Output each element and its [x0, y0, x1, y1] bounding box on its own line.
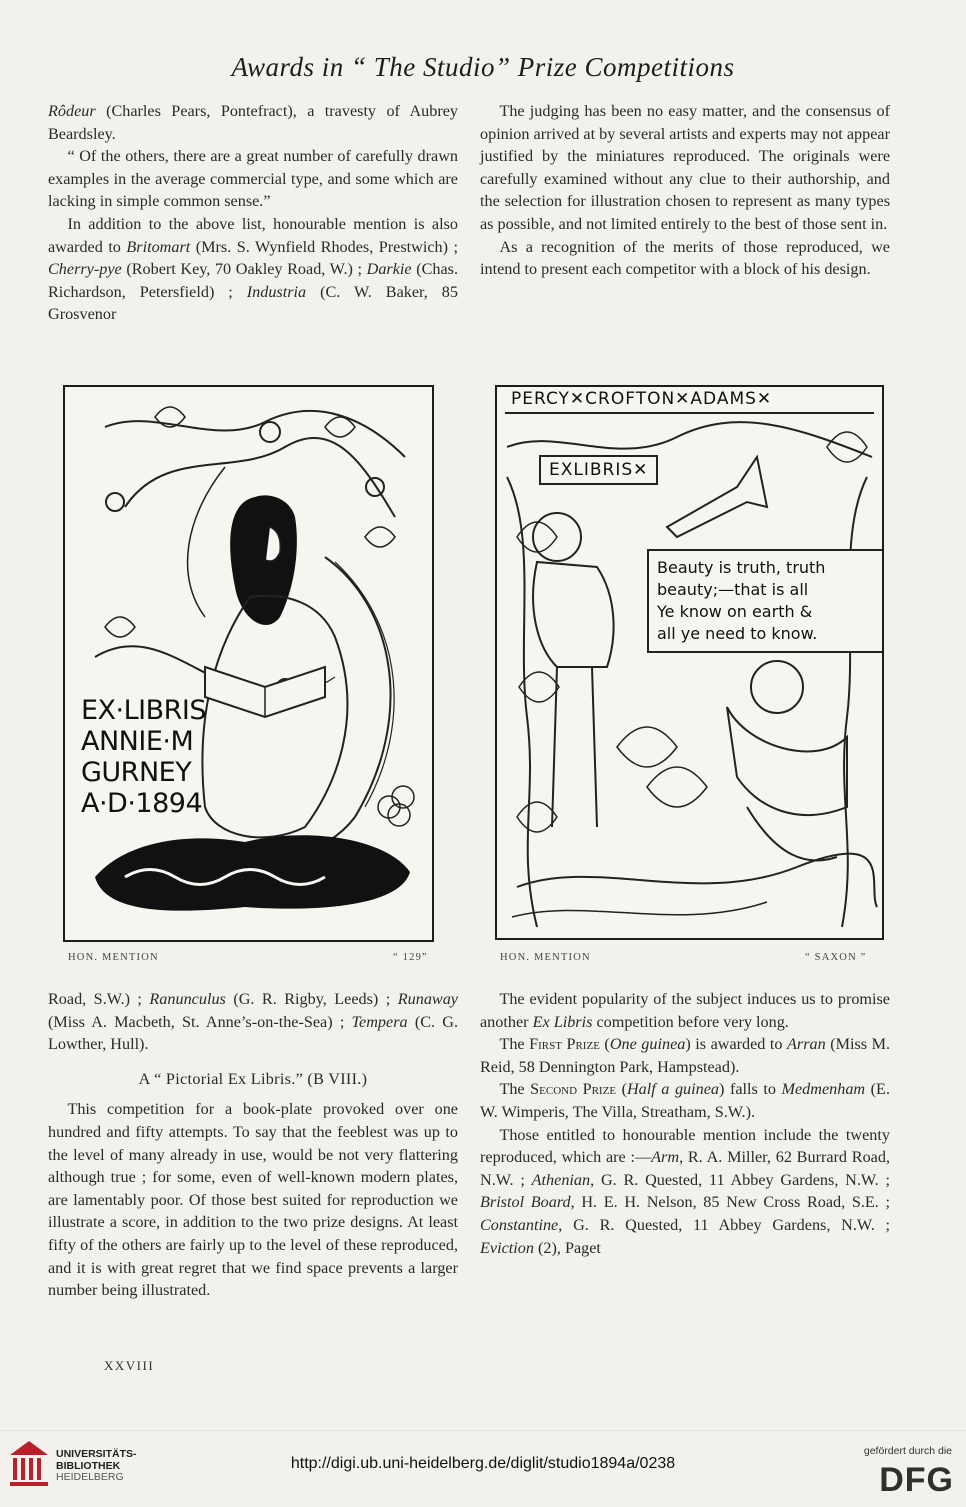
page-folio: XXVIII — [104, 1358, 155, 1373]
source-url-link[interactable]: http://digi.ub.uni-heidelberg.de/diglit/studio1894a/0238 — [290, 1455, 676, 1472]
paragraph: The evident popularity of the subject induces us to promise another Ex Libris competition before very long. — [480, 990, 890, 1031]
column-top-right — [480, 100, 890, 281]
column-bottom-left — [48, 988, 458, 1302]
bookplate-inscription: EX·LIBRIS ANNIE·M GURNEY A·D·1894 — [81, 695, 207, 819]
paragraph: Those entitled to honourable mention include the twenty reproduced, which are :—Arm, R. A. Miller, 62 Burrard Road, N.W. ; Athenian, G. R. Quested, 11 Abbey Gardens, N.W. ; Bristol Board, H. E. H. Nelson, 85 New Cross Road, S.E. ; Constantine, G. R. Quested, 11 Abbey Gardens, N.W. ; Eviction (2), Paget — [480, 1125, 891, 1257]
paragraph: “ Of the others, there are a great number of carefully drawn examples in the average commercial type, and some which are lacking in simple common sense.” — [48, 147, 458, 211]
bookplate-owner-banner: PERCY✕CROFTON✕ADAMS✕ — [511, 389, 773, 409]
footer-bar — [0, 1430, 966, 1507]
ex-libris-banner: EXLIBRIS✕ — [539, 455, 658, 485]
bookplate-annie-gurney — [63, 385, 434, 942]
column-bottom-right — [480, 988, 890, 1259]
paragraph: The judging has been no easy matter, and the consensus of opinion arrived at by several artists and experts may not appear justified by the miniatures reproduced. The originals were carefully examined without any clue to their authorship, and the selection for illustration chosen to represent as many types as possible, and not limited entirely to the best of those sent in. — [480, 102, 890, 233]
paragraph: This competition for a book-plate provoked over one hundred and fifty attempts. To say that the feeblest was up to the level of many already in use, would be not very flattering although true ; for some, even of well-known modern plates, are lamentably poor. Of those best suited for reproduction we illustrate a score, in addition to the two prize designs. At least fifty of the others are fairly up to the level of these reproduced, and it is with great regret that we find space prevents a larger number being illustrated. — [48, 1100, 458, 1300]
keats-quotation: Beauty is truth, truth beauty;—that is all Ye know on earth & all ye need to know. — [647, 549, 884, 653]
paragraph: Rôdeur (Charles Pears, Pontefract), a travesty of Aubrey Beardsley. — [48, 102, 458, 143]
university-library-name: UNIVERSITÄTS- BIBLIOTHEK HEIDELBERG — [56, 1448, 137, 1483]
caption-right-title: “ SAXON ” — [805, 952, 867, 963]
paragraph: The Second Prize (Half a guinea) falls to Medmenham (E. W. Wimperis, The Villa, Streatham, S.W.). — [480, 1080, 890, 1121]
paragraph: As a recognition of the merits of those reproduced, we intend to present each competitor with a block of his design. — [480, 237, 890, 279]
caption-left-label: HON. MENTION — [68, 952, 159, 963]
paragraph: Road, S.W.) ; Ranunculus (G. R. Rigby, Leeds) ; Runaway (Miss A. Macbeth, St. Anne’s-on-the-Sea) ; Tempera (C. G. Lowther, Hull). — [48, 990, 458, 1054]
funded-by-label: gefördert durch die — [863, 1445, 952, 1457]
paragraph: In addition to the above list, honourable mention is also awarded to Britomart (Mrs. S. Wynfield Rhodes, Prestwich) ; Cherry-pye (Robert Key, 70 Oakley Road, W.) ; Darkie (Chas. Richardson, Petersfield) ; Industria (C. W. Baker, 85 Grosvenor — [48, 214, 459, 324]
column-top-left — [48, 100, 458, 326]
bookplate-percy-crofton-adams — [495, 385, 884, 940]
page-title: Awards in “ The Studio” Prize Competitions — [231, 52, 735, 82]
caption-left-title: “ 129” — [393, 952, 428, 963]
dfg-logo: DFG — [879, 1461, 954, 1499]
paragraph: The First Prize (One guinea) is awarded to Arran (Miss M. Reid, 58 Dennington Park, Hampstead). — [480, 1035, 891, 1076]
section-heading: A “ Pictorial Ex Libris.” (B VIII.) — [138, 1069, 368, 1088]
caption-right-label: HON. MENTION — [500, 952, 591, 963]
bookplate-illustration — [65, 387, 432, 940]
